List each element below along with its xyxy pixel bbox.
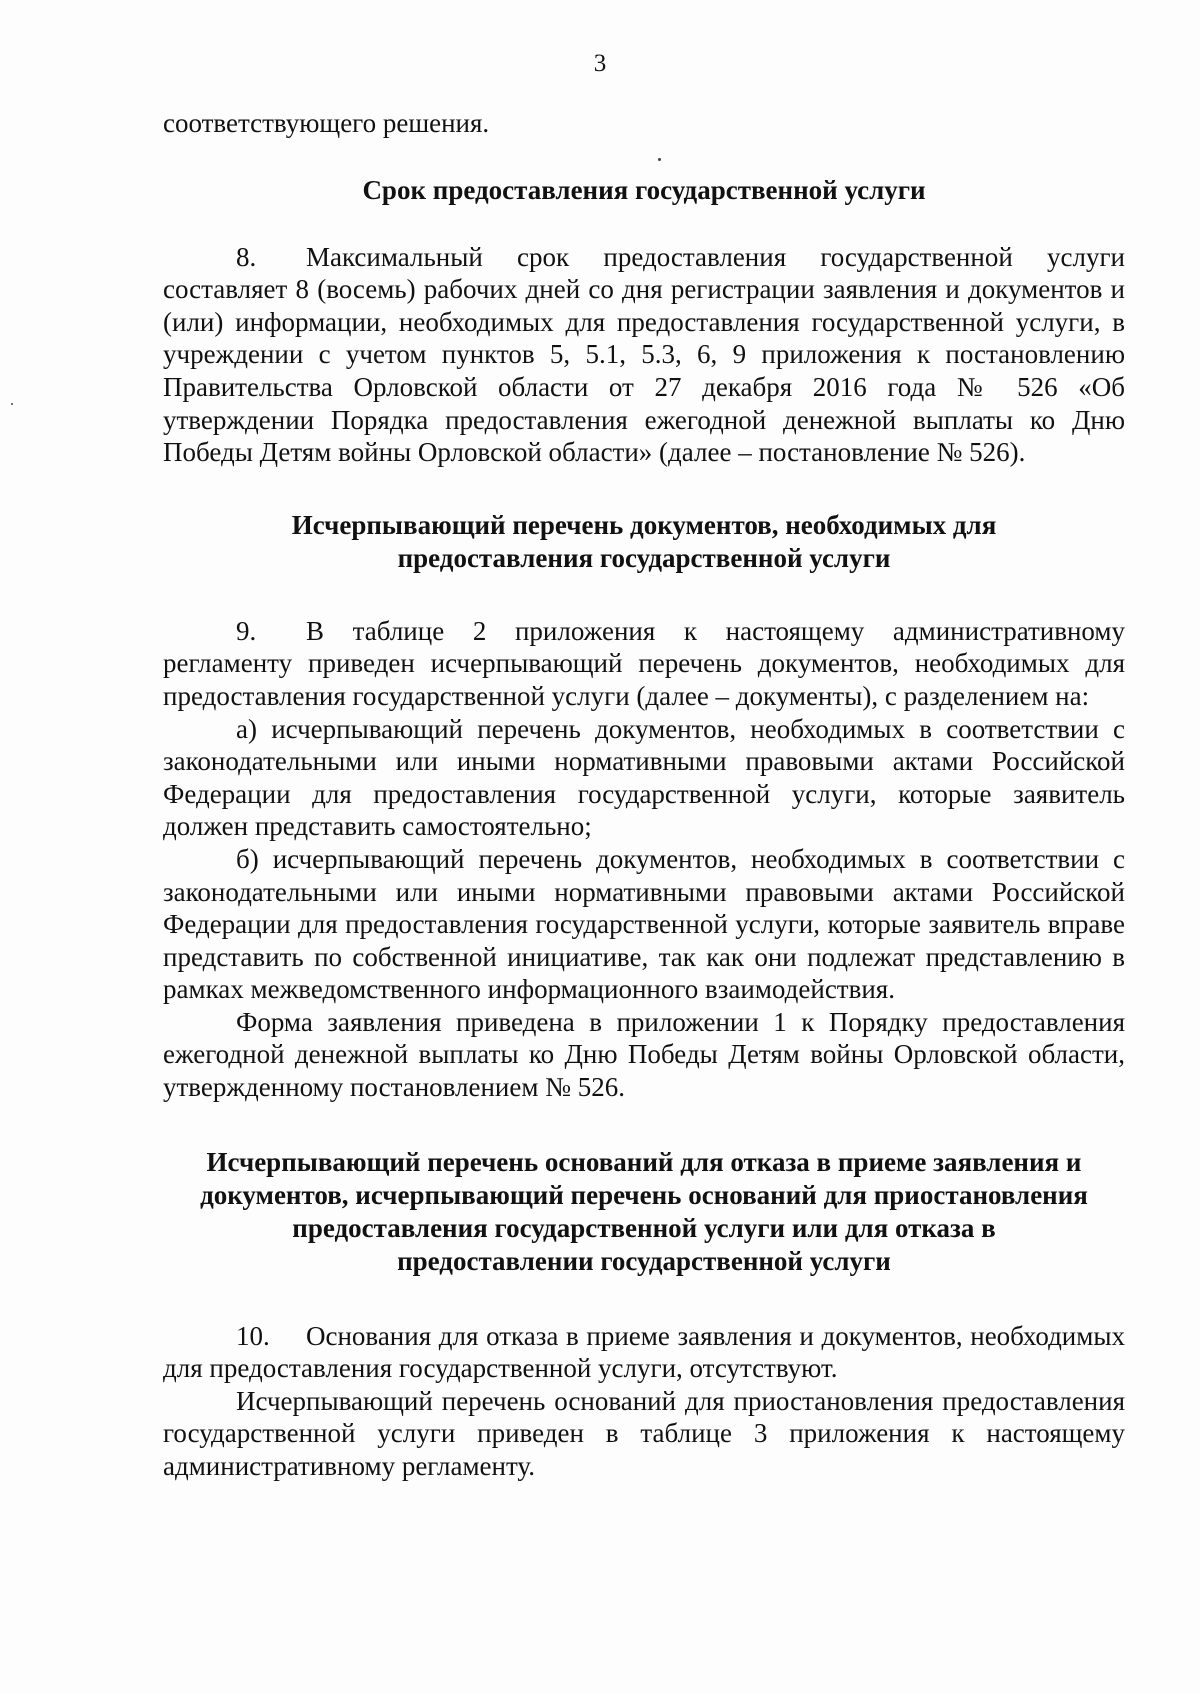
paragraph-10-text: Основания для отказа в приеме заявления и документов, необходимых для предоставления государственной услуги, отсутствуют. xyxy=(163,1320,1125,1384)
paragraph-number: 9. xyxy=(236,615,257,646)
paragraph-9 xyxy=(163,615,1125,713)
section-heading-refusal xyxy=(163,1146,1125,1278)
paragraph-9-form: Форма заявления приведена в приложении 1 к Порядку предоставления ежегодной денежной выплаты ко Дню Победы Детям войны Орловской области, утвержденному постановлением № 526. xyxy=(163,1006,1125,1103)
paragraph-number: 10. xyxy=(236,1320,270,1351)
paragraph-9-item-a: а) исчерпывающий перечень документов, необходимых в соответствии с законодательными или иными нормативными правовыми актами Российской Федерации для предоставления государственной услуги, которые заявитель должен представить самостоятельно; xyxy=(163,713,1125,842)
section-heading-documents xyxy=(163,509,1125,575)
paragraph-8-text: Максимальный срок предоставления государственной услуги составляет 8 (восемь) рабочих дней со дня регистрации заявления и документов и (или) информации, необходимых для предоставления государственной услуги, в учреждении с учетом пунктов 5, 5.1, 5.3, 6, 9 приложения к постановлению Правительства Орловской области от 27 декабря 2016 года № 526 «Об утверждении Порядка предоставления ежегодной денежной выплаты ко Дню Победы Детям войны Орловской области» (далее – постановление № 526). xyxy=(163,241,1125,468)
heading-line: Исчерпывающий перечень документов, необходимых для xyxy=(291,509,997,540)
heading-line: предоставлении государственной услуги xyxy=(397,1245,891,1276)
section-heading-term: Срок предоставления государственной услуги xyxy=(362,174,926,205)
heading-line: документов, исчерпывающий перечень оснований для приостановления xyxy=(200,1179,1088,1210)
document-body xyxy=(163,107,1125,1483)
paragraph-10 xyxy=(163,1320,1125,1385)
paragraph-9-item-b: б) исчерпывающий перечень документов, необходимых в соответствии с законодательными или иными нормативными правовыми актами Российской Федерации для предоставления государственной услуги, которые заявитель вправе представить по собственной инициативе, так как они подлежат представлению в рамках межведомственного информационного взаимодействия. xyxy=(163,843,1125,1005)
intro-text: соответствующего решения. xyxy=(163,108,490,138)
paragraph-8 xyxy=(163,241,1125,469)
heading-line: предоставления государственной услуги xyxy=(397,542,891,573)
paragraph-number: 8. xyxy=(236,241,257,272)
heading-line: предоставления государственной услуги или для отказа в xyxy=(292,1212,996,1243)
scan-speck xyxy=(11,403,13,405)
page-number: 3 xyxy=(593,50,607,77)
heading-line: Исчерпывающий перечень оснований для отказа в приеме заявления и xyxy=(206,1146,1082,1177)
paragraph-10-suspension: Исчерпывающий перечень оснований для приостановления предоставления государственной услуги приведен в таблице 3 приложения к настоящему административному регламенту. xyxy=(163,1385,1125,1482)
paragraph-9-text: В таблице 2 приложения к настоящему административному регламенту приведен исчерпывающий перечень документов, необходимых для предоставления государственной услуги (далее – документы), с разделением на: xyxy=(163,615,1125,711)
